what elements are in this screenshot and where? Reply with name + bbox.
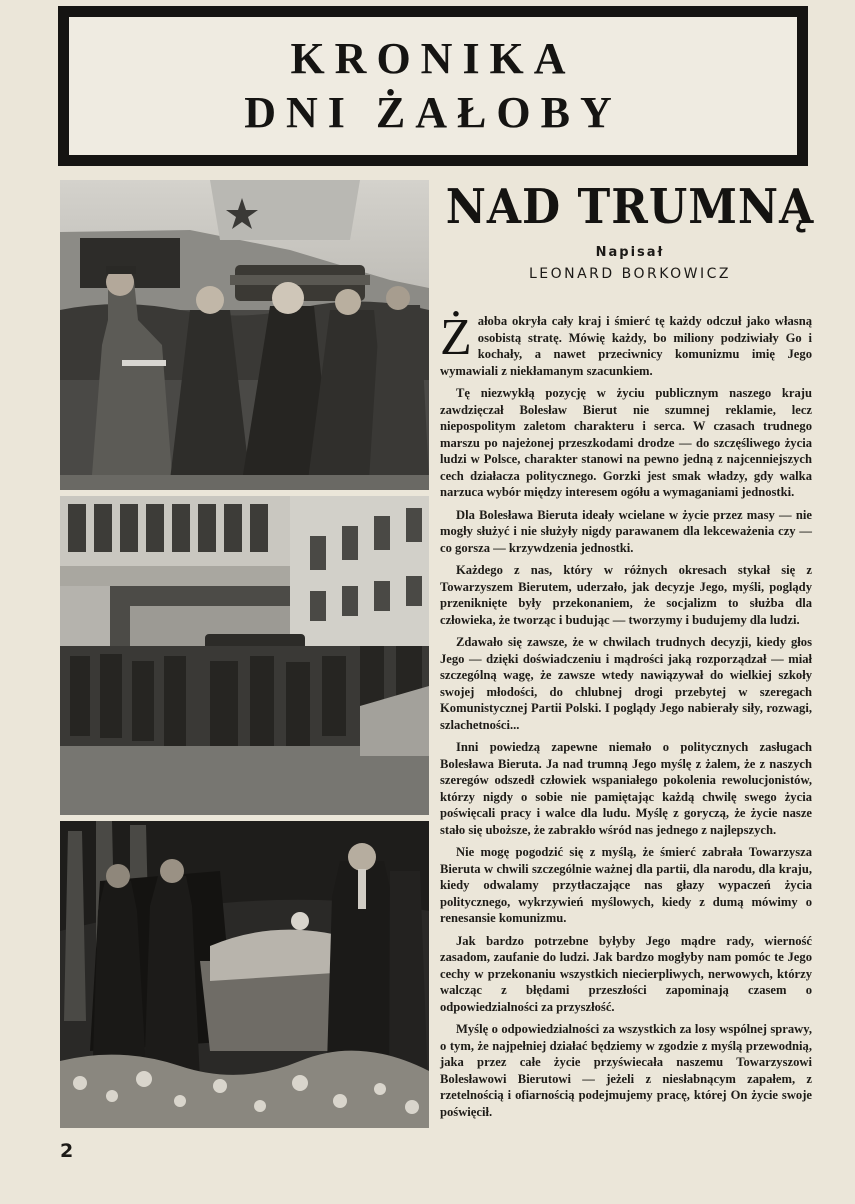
- article-paragraph: Każdego z nas, który w różnych okresach stykał się z Towarzyszem Bierutem, uderzało, jak decyzje Jego, myśli, poglądy przeniknięte były przekonaniem, że socjalizm to służba dla człowieka, że tworząc i budując — tworzymy i budujemy dla ludzi.: [440, 563, 812, 627]
- masthead-line-1: KRONIKA: [290, 34, 576, 83]
- article-paragraph: Tę niezwykłą pozycję w życiu publicznym naszego kraju zawdzięczał Bolesław Bierut nie szumnej reklamie, lecz niepospolitym zaletom charakteru i serca. W czasach trudnego marszu po najeżonej przeszkodami drodze — do szczęśliwego życia ludzi w Polsce, charakter stanowi na pewno jedną z najcenniejszych cech działacza politycznego. Gorzki jest smak władzy, gdy walka narzuca wybór między interesem ogółu a wymaganiami jednostki.: [440, 386, 812, 499]
- article-paragraph: Jak bardzo potrzebne byłyby Jego mądre rady, wierność zasadom, zaufanie do ludzi. Jak bardzo mogłyby nam pomóc te Jego cechy w przekonaniu wszystkich niecierpliwych, nerwowych, którzy walcząc z błędami przeszłości zapominają czasem o odpowiedzialności za przyszłość.: [440, 933, 812, 1014]
- article-paragraph: Zdawało się zawsze, że w chwilach trudnych decyzji, kiedy głos Jego — dzięki doświadczeniu i mądrości jaką rozporządzał — miał szczególną wagę, że zawsze wtedy nawiązywał do wielkiej szkoły swojej młodości, do chlubnej drogi przebytej w szeregach Komunistycznej Partii Polski. I poglądy Jego nabierały siły, rozwagi, szlachetności...: [440, 635, 812, 732]
- article-paragraph: Myślę o odpowiedzialności za wszystkich za losy wspólnej sprawy, o tym, że najpełniej działać będziemy w zgodzie z myślą przewodnią, jaka przez całe życie przyświecała naszemu Towarzyszowi Bolesławowi Bierutowi — jeżeli z niesłabnącym zapałem, z rzetelnością i ofiarnością podejmujemy pracę, której On życie swoje poświęcił.: [440, 1022, 812, 1119]
- article-body: [440, 309, 812, 1126]
- article-title: NAD TRUMNĄ: [445, 179, 815, 236]
- article-paragraph: [440, 309, 812, 379]
- page-number: 2: [60, 1140, 74, 1162]
- masthead-line-2: DNI ŻAŁOBY: [244, 88, 622, 137]
- article-paragraph: Nie mogę pogodzić się z myślą, że śmierć zabrała Towarzysza Bieruta w chwili szczególnie ważnej dla partii, dla narodu, dla kraju, kiedy odwalamy przytłaczające nas głazy wypaczeń życia politycznego, wykrzywień myślowych, kiedy z dumą mówimy o renesansie komunizmu.: [440, 845, 812, 925]
- masthead: [58, 6, 808, 166]
- byline-author: LEONARD BORKOWICZ: [528, 266, 732, 282]
- photo-procession-at-building: [60, 496, 429, 815]
- article-paragraph: Dla Bolesława Bieruta ideały wcielane w życie przez masy — nie mogły służyć i nie służyły nigdy parawanem dla lekceważenia czy — co gorsza — krzywdzenia jednostki.: [440, 507, 812, 555]
- article-paragraph: Inni powiedzą zapewne niemało o politycznych zasługach Bolesława Bieruta. Ja nad trumną Jego myślę z żalem, że z naszych szeregów odszedł człowiek wspaniałego pokolenia rewolucjonistów, którzy nigdy o sobie nie pamiętając każdą chwilę swego życia poświęcali pracy i walce dla ludu. Myślę z goryczą, że życie nasze stało się uboższe, że zabrakło wśród nas jednego z najlepszych.: [440, 740, 812, 837]
- drop-cap: Ż: [440, 309, 472, 366]
- photo-lying-in-state: [60, 821, 429, 1128]
- byline-label: Napisał: [595, 245, 665, 260]
- article-paragraph-text: ałoba okryła cały kraj i śmierć tę każdy odczuł jako własną osobistą stratę. Mówię każdy, bo miliony podziwiały Go i kochały, a nawet przeciwnicy komunizmu imię Jego wymawiali z niekłamanym szacunkiem.: [440, 314, 812, 378]
- photo-coffin-carried-from-plane: [60, 180, 429, 490]
